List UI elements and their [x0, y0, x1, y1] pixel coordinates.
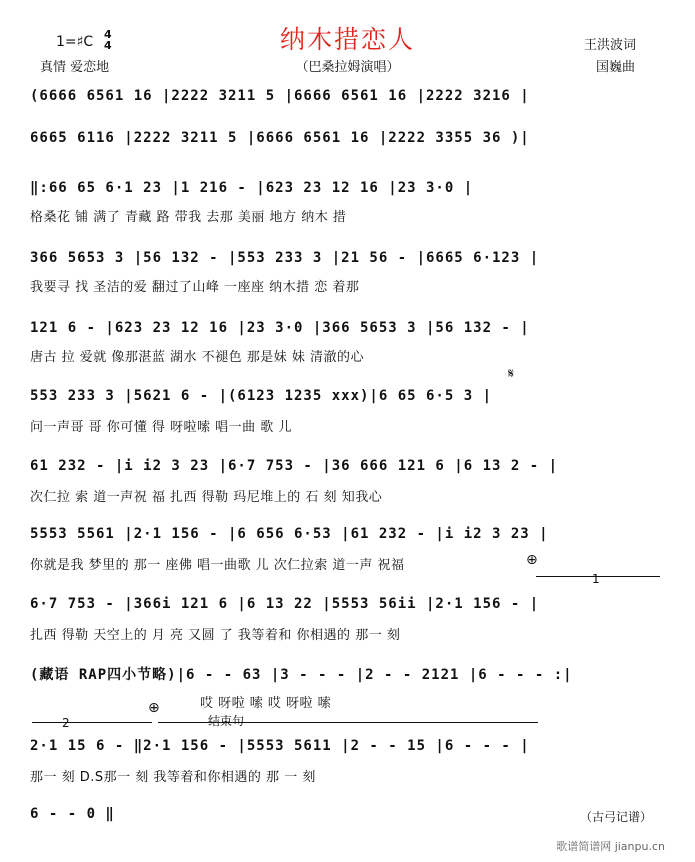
- composer-credit: 国巍曲: [596, 60, 636, 75]
- notation-row-10: (藏语 RAP四小节略)|6 - - 63 |3 - - - |2 - - 2121 |6 - - - :|: [30, 667, 573, 683]
- ending-phrase-label: 结束句: [208, 714, 245, 728]
- lyric-row-3: 格桑花 铺 满了 青藏 路 带我 去那 美丽 地方 纳木 措: [30, 210, 347, 225]
- lyric-row-6: 问一声哥 哥 你可懂 得 呀啦嗦 唱一曲 歌 儿: [30, 420, 292, 435]
- second-ending-bracket: [32, 722, 152, 723]
- lyric-row-9: 扎西 得勒 天空上的 月 亮 又圆 了 我等着和 你相遇的 那一 刻: [30, 628, 401, 643]
- notation-row-2: 6665 6116 |2222 3211 5 |6666 6561 16 |2222 3355 36 )|: [30, 130, 530, 146]
- first-ending-mark: 1: [592, 572, 600, 586]
- notation-row-9: 6·7 753 - |366i 121 6 |6 13 22 |5553 56ii |2·1 156 - |: [30, 596, 540, 612]
- second-ending-mark: 2: [62, 716, 70, 730]
- lyric-row-11: 那一 刻 D.S那一 刻 我等着和你相遇的 那 一 刻: [30, 770, 316, 785]
- song-title: 纳木措恋人: [279, 25, 415, 54]
- lyric-row-7: 次仁拉 索 道一声祝 福 扎西 得勒 玛尼堆上的 石 刻 知我心: [30, 490, 383, 505]
- notation-row-5: 121 6 - |623 23 12 16 |23 3·0 |366 5653 3 |56 132 - |: [30, 320, 530, 336]
- coda-mark-end: ⊕: [148, 700, 160, 716]
- lyricist-credit: 王洪波词: [584, 38, 637, 53]
- meter-top: 4: [104, 28, 112, 41]
- expression-mark: 真情 爱恋地: [40, 60, 110, 75]
- notation-row-4: 366 5653 3 |56 132 - |553 233 3 |21 56 - |6665 6·123 |: [30, 250, 540, 266]
- notation-row-6: 553 233 3 |5621 6 - |(6123 1235 xxx)|6 65 6·5 3 |: [30, 388, 493, 404]
- notation-row-12: 6 - - 0 ‖: [30, 806, 115, 822]
- lyric-row-10: 哎 呀啦 嗦 哎 呀啦 嗦: [200, 696, 332, 711]
- segno-mark: 𝄋: [508, 366, 515, 382]
- notation-row-1: (6666 6561 16 |2222 3211 5 |6666 6561 16 |2222 3216 |: [30, 88, 530, 104]
- key-signature: 1=♯C: [56, 34, 94, 50]
- transcriber-credit: （古弓记谱）: [580, 810, 653, 824]
- notation-row-7: 61 232 - |i i2 3 23 |6·7 753 - |36 666 121 6 |6 13 2 - |: [30, 458, 559, 474]
- lyric-row-4: 我要寻 找 圣洁的爱 翻过了山峰 一座座 纳木措 恋 着那: [30, 280, 360, 295]
- notation-row-8: 5553 5561 |2·1 156 - |6 656 6·53 |61 232 - |i i2 3 23 |: [30, 526, 549, 542]
- coda-mark: ⊕: [526, 552, 538, 568]
- first-ending-bracket: [536, 576, 660, 577]
- time-signature: [104, 29, 112, 51]
- performer-subtitle: （巴桑拉姆演唱）: [295, 60, 400, 75]
- lyric-row-5: 唐古 拉 爱就 像那湛蓝 湖水 不褪色 那是妹 妹 清澈的心: [30, 350, 365, 365]
- lyric-row-8: 你就是我 梦里的 那一 座佛 唱一曲歌 儿 次仁拉索 道一声 祝福: [30, 558, 405, 573]
- notation-row-3: ‖:66 65 6·1 23 |1 216 - |623 23 12 16 |23 3·0 |: [30, 180, 474, 196]
- meter-bottom: 4: [104, 39, 112, 52]
- watermark-text: 歌谱简谱网 jianpu.cn: [556, 840, 665, 853]
- ending-phrase-bracket: [158, 722, 538, 723]
- notation-row-11: 2·1 15 6 - ‖2·1 156 - |5553 5611 |2 - - 15 |6 - - - |: [30, 738, 530, 754]
